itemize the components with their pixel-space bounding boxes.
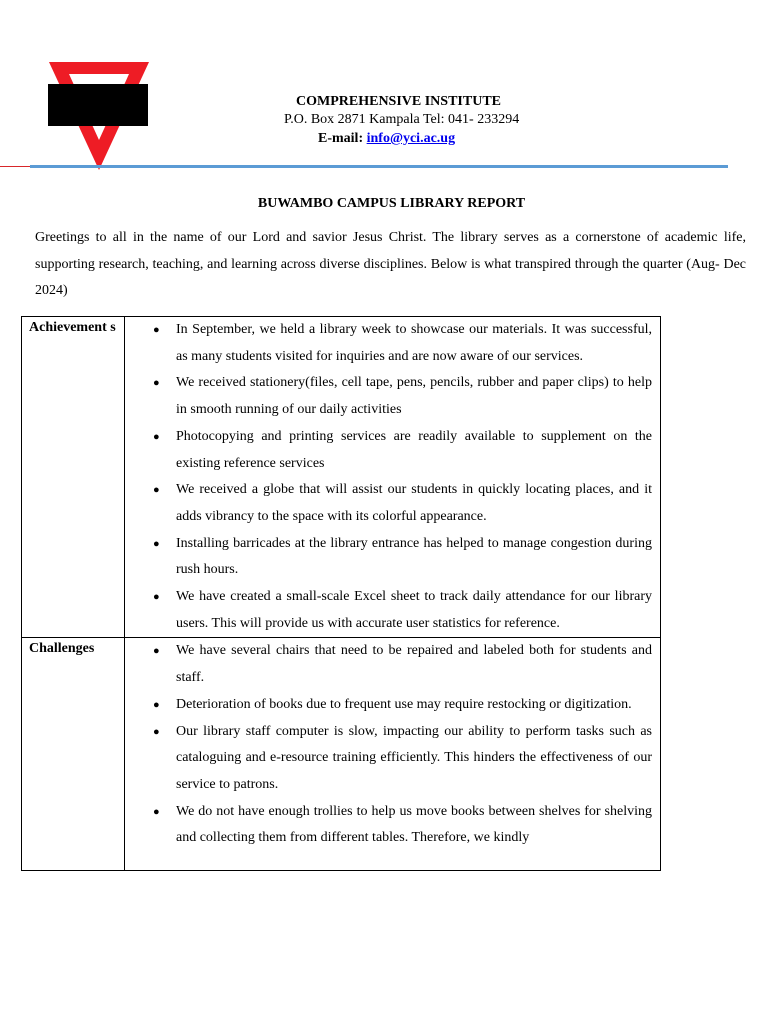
bullet-icon: ● (153, 725, 160, 738)
list-item-text: We received stationery(files, cell tape, pens, pencils, rubber and paper clips) to help in smooth running of our daily activities (176, 375, 652, 418)
bullet-icon: ● (153, 805, 160, 818)
table-row-achievements (22, 317, 661, 638)
table-row-challenges (22, 638, 661, 871)
bullet-icon: ● (153, 645, 160, 658)
list-item (125, 692, 652, 719)
header-rule-red (0, 166, 30, 167)
bullet-icon: ● (153, 537, 160, 550)
list-item (125, 531, 652, 584)
list-item (125, 424, 652, 477)
bullet-icon: ● (153, 591, 160, 604)
email-link[interactable]: info@yci.ac.ug (366, 131, 456, 146)
list-item-text: Photocopying and printing services are readily available to supplement on the existing reference services (176, 428, 652, 471)
section-items (125, 638, 661, 871)
list-item (125, 584, 652, 637)
bullet-icon: ● (153, 698, 160, 711)
list-item (125, 799, 652, 852)
list-item-text: In September, we held a library week to showcase our materials. It was successful, as many students visited for inquiries and are now aware of our services. (176, 322, 652, 364)
list-item (125, 370, 652, 423)
list-item-text: Deterioration of books due to frequent use may require restocking or digitization. (176, 696, 632, 712)
list-item (125, 719, 652, 799)
section-label: Challenges (22, 638, 125, 871)
list-item-text: Installing barricades at the library entrance has helped to manage congestion during rush hours. (176, 535, 652, 578)
section-items (125, 317, 661, 638)
institution-address: P.O. Box 2871 Kampala Tel: 041- 233294 (284, 112, 520, 127)
bullet-icon: ● (153, 484, 160, 497)
list-item (125, 317, 652, 370)
list-item-text: We have created a small-scale Excel sheet to track daily attendance for our library users. This will provide us with accurate user statistics for reference. (176, 589, 652, 631)
list-item-text: We have several chairs that need to be repaired and labeled both for students and staff. (176, 643, 652, 686)
list-item (125, 477, 652, 530)
logo-black-block (48, 84, 148, 126)
list-item-text: We do not have enough trollies to help us move books between shelves for shelving and collecting them from different tables. Therefore, we kindly (176, 803, 652, 846)
bullet-icon: ● (153, 430, 160, 443)
intro-paragraph: Greetings to all in the name of our Lord and savior Jesus Christ. The library serves as a cornerstone of academic life, supporting research, teaching, and learning across diverse disciplines. Below is what transpired through the quarter (Aug- Dec 2024) (35, 230, 746, 298)
email-label: E-mail: (318, 131, 364, 146)
bullet-icon: ● (153, 324, 160, 336)
email-line (318, 130, 455, 148)
institute-logo (47, 60, 151, 172)
header-rule-blue (30, 165, 728, 168)
report-title: BUWAMBO CAMPUS LIBRARY REPORT (257, 196, 526, 211)
list-item-text: Our library staff computer is slow, impacting our ability to perform tasks such as cataloguing and e-resource training efficiently. This hinders the effectiveness of our service to patrons. (176, 723, 652, 792)
section-label: Achievement s (22, 317, 125, 638)
report-table (21, 316, 661, 871)
institution-name: COMPREHENSIVE INSTITUTE (296, 94, 501, 109)
bullet-icon: ● (153, 377, 160, 390)
list-item-text: We received a globe that will assist our students in quickly locating places, and it adds vibrancy to the space with its colorful appearance. (176, 482, 652, 524)
list-item (125, 638, 652, 691)
